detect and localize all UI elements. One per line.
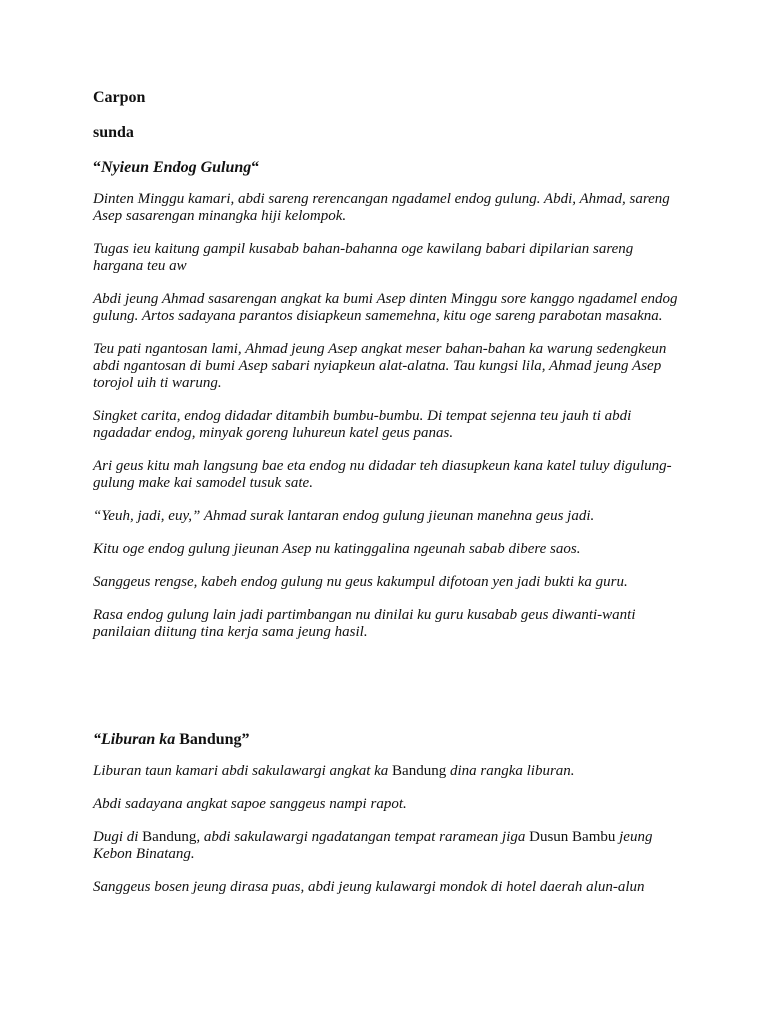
text-run: Dugi di (93, 829, 143, 845)
place-name: Bandung (142, 829, 197, 845)
title-text: Nyieun Endog Gulung (101, 159, 252, 176)
text-run: jeung Kebon Binatang. (93, 829, 653, 862)
story1-paragraph: Sanggeus rengse, kabeh endog gulung nu geus kakumpul difotoan yen jadi bukti ka guru. (93, 574, 628, 590)
document-heading-carpon: Carpon (93, 89, 146, 106)
story1-paragraph: Abdi jeung Ahmad sasarengan angkat ka bumi Asep dinten Minggu sore kanggo ngadamel endog gulung. Artos sadayana parantos disiapkeun samemehna, kitu oge sareng parabotan masakna. (93, 291, 678, 324)
story2-paragraph: Sanggeus bosen jeung dirasa puas, abdi jeung kulawargi mondok di hotel daerah alun-alun (93, 879, 645, 895)
story2-paragraph (93, 763, 683, 780)
title-italic-part: “Liburan ka (93, 731, 180, 748)
story2-paragraph: Abdi sadayana angkat sapoe sanggeus nampi rapot. (93, 796, 407, 812)
document-heading-sunda: sunda (93, 124, 134, 141)
story1-paragraph: Dinten Minggu kamari, abdi sareng rerencangan ngadamel endog gulung. Abdi, Ahmad, sareng Asep sasarengan minangka hiji kelompok. (93, 191, 670, 224)
story1-paragraph: Singket carita, endog didadar ditambih bumbu-bumbu. Di tempat sejenna teu jauh ti abdi ngadadar endog, minyak goreng luhureun katel geus panas. (93, 408, 632, 441)
document-page (93, 88, 683, 912)
text-run: Liburan taun kamari abdi sakulawargi angkat ka (93, 763, 393, 779)
story1-paragraph: Ari geus kitu mah langsung bae eta endog nu didadar teh diasupkeun kana katel tuluy digulung-gulung make kai samodel tusuk sate. (93, 458, 672, 491)
title-open-quote: “ (93, 159, 101, 176)
story1-paragraph: Rasa endog gulung lain jadi partimbangan nu dinilai ku guru kusabab geus diwanti-wanti panilaian diitung tina kerja sama jeung hasil. (93, 607, 636, 640)
story-title-endog-gulung (93, 158, 683, 178)
story1-paragraph: “Yeuh, jadi, euy,” Ahmad surak lantaran endog gulung jieunan manehna geus jadi. (93, 508, 595, 524)
title-upright-part: Bandung” (179, 731, 250, 748)
place-name: Bandung (392, 763, 447, 779)
text-run: dina rangka liburan. (446, 763, 575, 779)
place-name: Dusun Bambu (529, 829, 616, 845)
story1-paragraph: Tugas ieu kaitung gampil kusabab bahan-bahanna oge kawilang babari dipilarian sareng hargana teu aw (93, 241, 634, 274)
story2-paragraph (93, 829, 683, 863)
section-spacer (93, 657, 683, 730)
story1-paragraph: Teu pati ngantosan lami, Ahmad jeung Asep angkat meser bahan-bahan ka warung sedengkeun abdi ngantosan di bumi Asep sabari nyiapkeun alat-alatna. Tau kungsi lila, Ahmad jeung Asep torojol uih ti warung. (93, 341, 667, 391)
story-title-liburan-bandung (93, 730, 683, 750)
title-close-quote: “ (251, 159, 260, 176)
text-run: , abdi sakulawargi ngadatangan tempat raramean jiga (196, 829, 530, 845)
story1-paragraph: Kitu oge endog gulung jieunan Asep nu katinggalina ngeunah sabab dibere saos. (93, 541, 581, 557)
